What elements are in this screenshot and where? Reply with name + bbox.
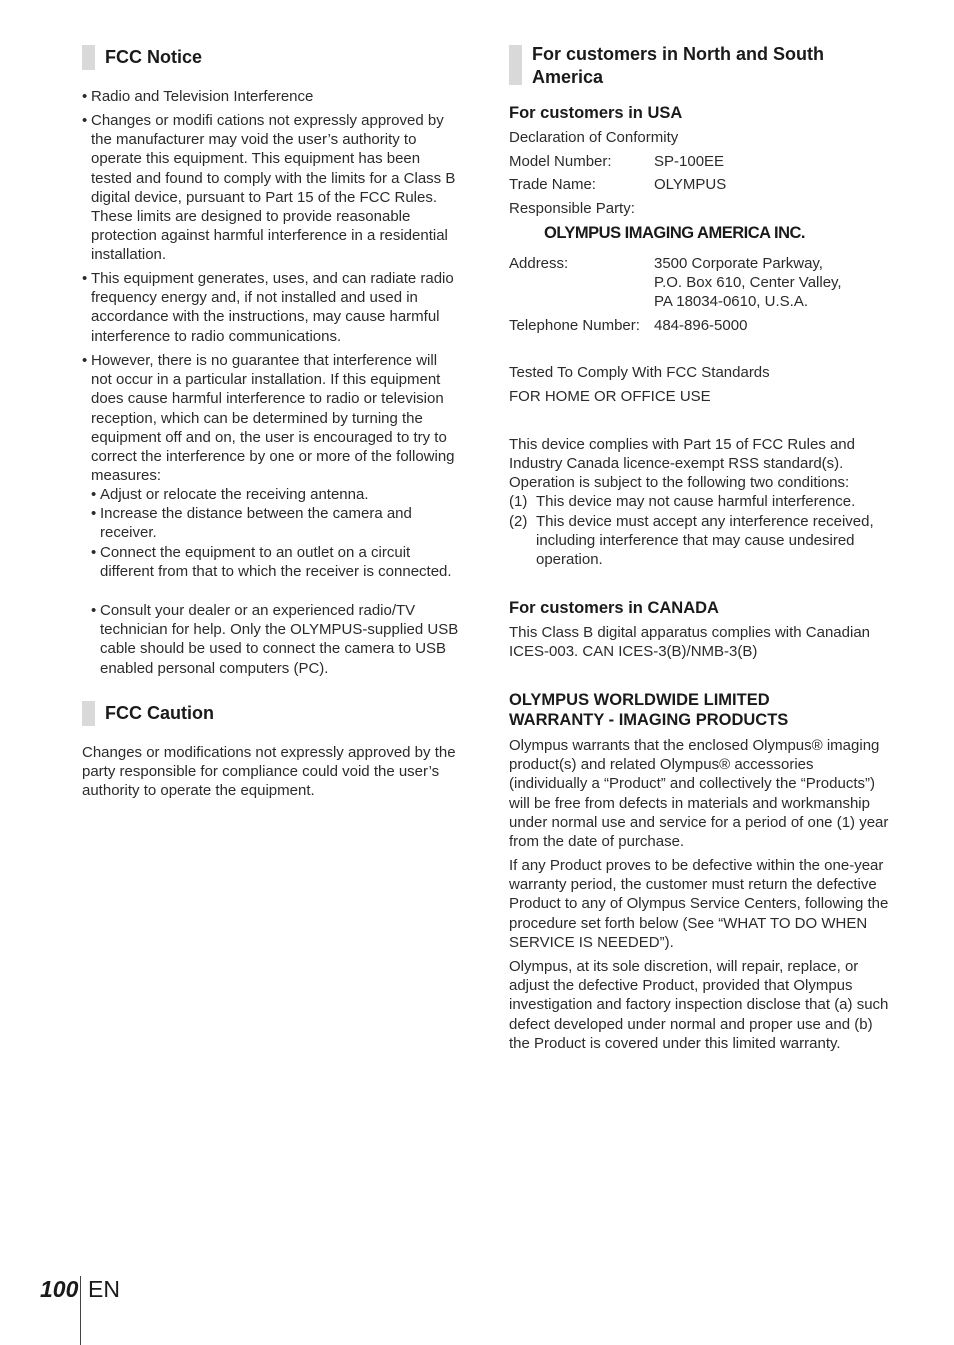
list-item: • Radio and Television Interference [82,88,314,105]
condition-item: (2) This device must accept any interference received, including interference that may cause undesired operation. [509,513,874,569]
telephone-value: 484-896-5000 [654,317,748,334]
company-name: OLYMPUS IMAGING AMERICA INC. [544,224,806,242]
list-item: • This equipment generates, uses, and can radiate radio frequency energy and, if not installed and used in accordance with the instructions, may cause harmful interference to radio communications. [82,270,454,345]
home-use-text: FOR HOME OR OFFICE USE [509,388,711,405]
bullet-icon: • [82,88,88,105]
sub-list-item: • Increase the distance between the camera and receiver. [91,505,412,542]
address-label: Address: [509,255,569,272]
warranty-paragraph: Olympus warrants that the enclosed Olympus® imaging product(s) and related Olympus® accessories (individually a “Product” and collectively the “Products”) will be free from defects in materials and workmanship under normal use and service for a period of one (1) year from the date of purchase. [509,737,889,851]
warranty-paragraph: Olympus, at its sole discretion, will repair, replace, or adjust the defective Product, provided that Olympus investigation and factory inspection disclose that (a) such defect developed under normal and proper use and (b) the Product is covered under this limited warranty. [509,958,889,1052]
section-marker [82,45,95,70]
canada-heading: For customers in CANADA [509,599,719,617]
usa-heading: For customers in USA [509,104,683,122]
responsible-party-label: Responsible Party: [509,200,635,217]
trade-name-label: Trade Name: [509,176,596,193]
bullet-icon: • [82,112,88,129]
condition-item: (1) This device may not cause harmful interference. [509,493,856,510]
section-marker [82,701,95,726]
warranty-paragraph: If any Product proves to be defective within the one-year warranty period, the customer must return the defective Product to any of Olympus Service Centers, following the procedure set forth below (See “WHAT TO DO WHEN SERVICE IS NEEDED”). [509,857,889,951]
bullet-icon: • [91,544,97,561]
sub-list-item: • Adjust or relocate the receiving antenna. [91,486,369,503]
bullet-icon: • [82,270,88,287]
tested-text: Tested To Comply With FCC Standards [509,364,770,381]
model-number-value: SP-100EE [654,153,725,170]
declaration-text: Declaration of Conformity [509,129,679,146]
list-item: • Changes or modifi cations not expressly approved by the manufacturer may void the user’s authority to operate this equipment. This equipment has been tested and found to comply with the limits for a Class B digital device, pursuant to Part 15 of the FCC Rules. These limits are designed to provide reasonable protection against harmful interference in a residential installation. [82,112,456,264]
address-line-3: PA 18034-0610, U.S.A. [654,293,808,310]
condition-number: (1) [509,493,528,510]
sub-list-item: • Consult your dealer or an experienced radio/TV technician for help. Only the OLYMPUS-supplied USB cable should be used to connect the camera to USB enabled personal computers (PC). [91,602,459,677]
section-marker [509,45,522,85]
footer-divider [80,1276,81,1345]
condition-number: (2) [509,513,528,530]
bullet-icon: • [91,505,97,522]
telephone-label: Telephone Number: [509,317,640,334]
list-item: • However, there is no guarantee that interference will not occur in a particular installation. If this equipment does cause harmful interference to radio or television reception, which can be determined by turning the equipment off and on, the user is encouraged to try to correct the interference by one or more of the following measures: [82,352,455,485]
section-title: FCC Notice [105,47,203,67]
canada-text: This Class B digital apparatus complies with Canadian ICES-003. CAN ICES-3(B)/NMB-3(B) [509,624,871,661]
fcc-caution-text: Changes or modifications not expressly approved by the party responsible for compliance could void the user’s authority to operate the equipment. [82,744,456,800]
language-label: EN [88,1276,120,1302]
page-number: 100 [40,1276,79,1302]
address-row [509,254,894,312]
section-title: For customers in North and South America [532,44,825,87]
address-line-1: 3500 Corporate Parkway, [654,255,823,272]
complies-text: This device complies with Part 15 of FCC Rules and Industry Canada licence-exempt RSS standard(s). Operation is subject to the following two conditions: [509,436,855,492]
section-title: FCC Caution [105,703,214,723]
sub-list-item: • Connect the equipment to an outlet on a circuit different from that to which the receiver is connected. [91,544,452,581]
fcc-notice-heading [82,45,462,70]
model-number-label: Model Number: [509,153,612,170]
trade-name-value: OLYMPUS [654,176,727,193]
address-line-2: P.O. Box 610, Center Valley, [654,274,842,291]
bullet-icon: • [82,352,88,369]
bullet-icon: • [91,486,97,503]
fcc-caution-heading [82,701,462,726]
warranty-heading: OLYMPUS WORLDWIDE LIMITED WARRANTY - IMAGING PRODUCTS [509,691,789,729]
bullet-icon: • [91,602,97,619]
americas-heading [509,43,894,88]
